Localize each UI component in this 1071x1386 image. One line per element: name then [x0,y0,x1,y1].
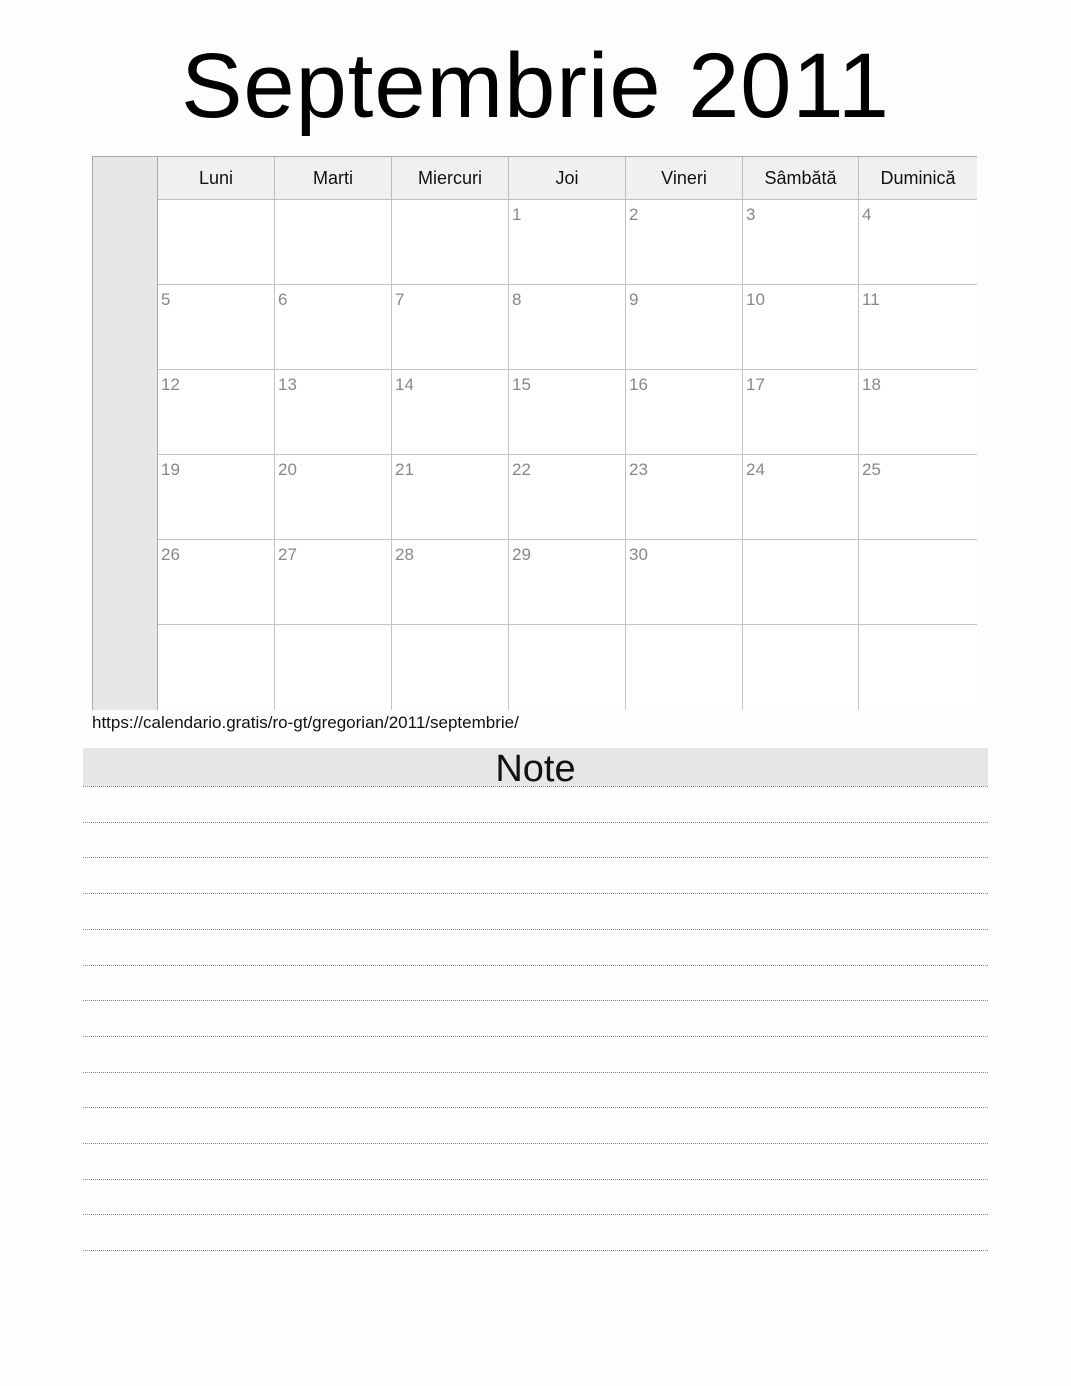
note-line [83,965,988,966]
day-number: 2 [629,205,639,224]
day-cell [626,285,743,370]
day-cell [392,200,509,285]
day-number: 30 [629,545,648,564]
note-line [83,1214,988,1215]
note-line [83,1072,988,1073]
day-cell [859,370,977,455]
day-cell [158,200,275,285]
weekday-header-thursday: Joi [509,157,626,200]
day-cell [743,285,859,370]
day-cell [509,285,626,370]
day-number: 9 [629,290,639,309]
day-number: 1 [512,205,522,224]
day-number: 6 [278,290,288,309]
weekday-header-tuesday: Marti [275,157,392,200]
day-number: 26 [161,545,180,564]
week-number-column [93,157,158,710]
weekday-header-friday: Vineri [626,157,743,200]
day-cell [392,540,509,625]
day-cell [158,625,275,710]
day-cell [859,455,977,540]
day-cell [275,370,392,455]
day-cell [626,370,743,455]
note-line [83,1143,988,1144]
day-cell [158,455,275,540]
day-number: 21 [395,460,414,479]
day-number: 17 [746,375,765,394]
day-cell [626,200,743,285]
day-cell [275,540,392,625]
day-number: 20 [278,460,297,479]
day-cell [743,540,859,625]
day-cell [392,285,509,370]
day-cell [509,200,626,285]
weekday-header-saturday: Sâmbătă [743,157,859,200]
note-line [83,929,988,930]
day-cell [275,285,392,370]
note-line [83,1000,988,1001]
day-number: 19 [161,460,180,479]
day-cell [392,625,509,710]
note-line [83,857,988,858]
day-cell [509,370,626,455]
day-cell [743,455,859,540]
note-line [83,1107,988,1108]
day-number: 28 [395,545,414,564]
note-line [83,1179,988,1180]
day-cell [859,625,977,710]
notes-heading: Note [83,748,988,786]
day-cell [859,285,977,370]
note-line [83,822,988,823]
day-cell [392,455,509,540]
day-cell [158,370,275,455]
day-number: 27 [278,545,297,564]
day-number: 7 [395,290,405,309]
calendar-title: Septembrie 2011 [181,35,890,137]
day-cell [275,200,392,285]
day-cell [859,540,977,625]
day-number: 24 [746,460,765,479]
note-line [83,1250,988,1251]
day-cell [626,625,743,710]
weekday-header-monday: Luni [158,157,275,200]
day-cell [743,625,859,710]
day-number: 16 [629,375,648,394]
day-cell [626,455,743,540]
day-cell [743,370,859,455]
day-number: 22 [512,460,531,479]
day-cell [158,285,275,370]
day-number: 14 [395,375,414,394]
day-cell [743,200,859,285]
month-grid [92,156,977,710]
source-url: https://calendario.gratis/ro-gt/gregorian/2011/septembrie/ [92,713,519,732]
note-line [83,786,988,787]
day-number: 5 [161,290,171,309]
note-line [83,893,988,894]
day-number: 29 [512,545,531,564]
day-number: 4 [862,205,872,224]
day-number: 23 [629,460,648,479]
day-number: 13 [278,375,297,394]
day-number: 18 [862,375,881,394]
day-cell [275,625,392,710]
day-cell [859,200,977,285]
weekday-header-wednesday: Miercuri [392,157,509,200]
note-line [83,1036,988,1037]
day-number: 3 [746,205,756,224]
day-cell [509,455,626,540]
day-number: 25 [862,460,881,479]
day-cell [509,625,626,710]
weekday-header-sunday: Duminică [859,157,977,200]
day-number: 8 [512,290,522,309]
day-number: 15 [512,375,531,394]
day-cell [158,540,275,625]
day-number: 11 [862,290,880,309]
day-cell [509,540,626,625]
day-number: 12 [161,375,180,394]
day-number: 10 [746,290,765,309]
day-cell [392,370,509,455]
day-cell [275,455,392,540]
day-cell [626,540,743,625]
